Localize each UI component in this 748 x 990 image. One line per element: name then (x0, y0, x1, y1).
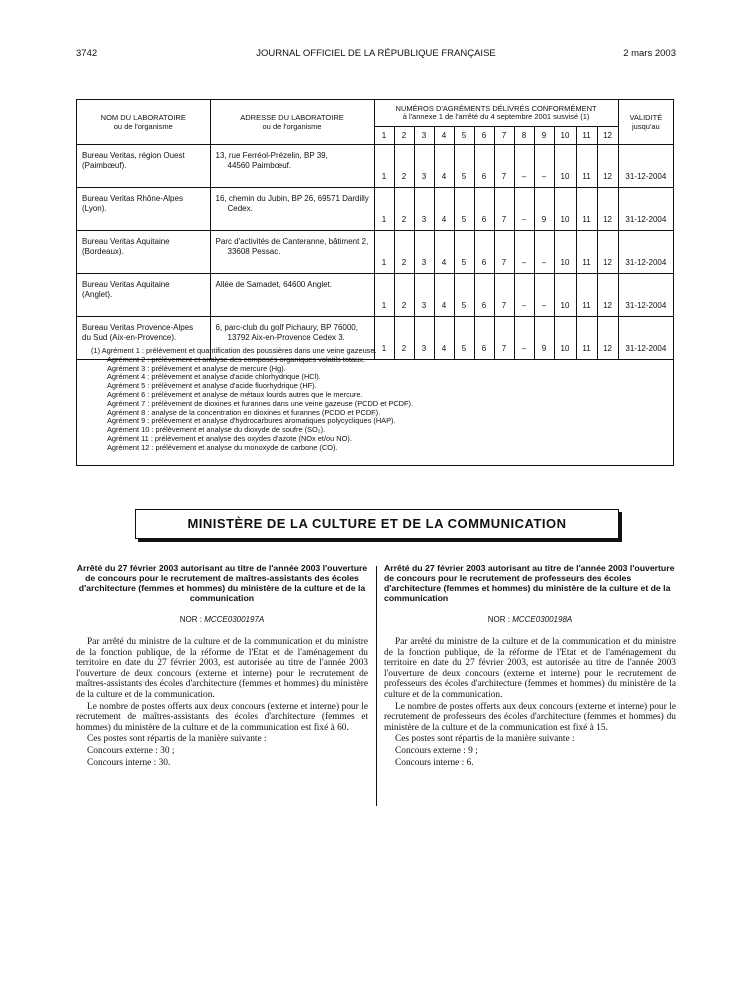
number-header-cell: 8 (514, 127, 534, 145)
col-header-validity-line2: jusqu'au (632, 122, 660, 131)
journal-title: JOURNAL OFFICIEL DE LA RÉPUBLIQUE FRANÇAISE (256, 48, 496, 59)
approval-number-cell: 10 (554, 231, 576, 274)
number-header-cell: 6 (474, 127, 494, 145)
validity-cell: 31-12-2004 (618, 145, 673, 188)
col-header-validity (618, 100, 673, 145)
approval-number-cell: 4 (434, 188, 454, 231)
approval-number-cell: 7 (494, 231, 514, 274)
footnote-item: Agrément 3 : prélèvement et analyse de mercure (Hg). (107, 363, 286, 373)
approval-number-cell: 2 (394, 188, 414, 231)
right-column-decree (384, 563, 676, 768)
left-column-decree (76, 563, 368, 768)
approval-number-cell: 2 (394, 231, 414, 274)
nor-code: MCCE0300197A (204, 615, 265, 624)
approval-number-cell: 6 (474, 274, 494, 317)
column-divider (376, 566, 377, 806)
number-header-cell: 4 (434, 127, 454, 145)
footnote-item: Agrément 6 : prélèvement et analyse de métaux lourds autres que le mercure. (107, 389, 363, 399)
lab-address-line: 33608 Pessac. (227, 247, 281, 256)
decree-title: Arrêté du 27 février 2003 autorisant au titre de l'année 2003 l'ouverture de concours pour le recrutement de maîtres-assistants des écoles d'architecture (femmes et hommes) du ministère de la culture et de la communication (76, 563, 368, 603)
lab-name-line: Bureau Veritas Aquitaine (82, 237, 170, 246)
approval-number-cell: – (514, 231, 534, 274)
approval-number-cell: 2 (394, 317, 414, 360)
decree-body (384, 637, 676, 768)
approval-number-cell: 1 (374, 317, 394, 360)
footnote-intro: (1) Agrément 1 : prélèvement et quantification des poussières dans une veine gazeuse. (91, 346, 377, 355)
footnote-item: Agrément 11 : prélèvement et analyse des oxydes d'azote (NOx et/ou NO). (107, 433, 352, 443)
lab-address-cell (210, 145, 374, 188)
approval-number-cell: 9 (534, 317, 554, 360)
approval-number-cell: 7 (494, 145, 514, 188)
paragraph: Concours interne : 6. (395, 757, 474, 768)
lab-name-line: Bureau Veritas, région Ouest (82, 151, 185, 160)
approval-number-cell: 4 (434, 317, 454, 360)
approval-number-cell: 5 (454, 231, 474, 274)
approval-number-cell: – (514, 188, 534, 231)
approval-number-cell: 12 (597, 145, 618, 188)
approval-number-cell: 11 (576, 145, 597, 188)
approval-number-cell: – (514, 317, 534, 360)
lab-address-line: 13792 Aix-en-Provence Cedex 3. (227, 333, 345, 342)
approval-number-cell: 10 (554, 317, 576, 360)
approval-number-cell: 7 (494, 317, 514, 360)
ministry-banner: MINISTÈRE DE LA CULTURE ET DE LA COMMUNICATION (135, 509, 619, 539)
lab-address-line: Allée de Samadet, 64600 Anglet. (215, 280, 333, 289)
approval-number-cell: 12 (597, 188, 618, 231)
approval-number-cell: 10 (554, 188, 576, 231)
lab-address-line: Parc d'activités de Canteranne, bâtiment 2, (215, 237, 369, 246)
lab-name-cell (77, 145, 210, 188)
footnote-item: Agrément 10 : prélèvement et analyse du dioxyde de soufre (SO₂). (107, 425, 326, 435)
page-header (76, 48, 676, 62)
approval-number-cell: 5 (454, 188, 474, 231)
approval-number-cell: 10 (554, 145, 576, 188)
approval-number-cell: 7 (494, 188, 514, 231)
paragraph: Le nombre de postes offerts aux deux concours (externe et interne) pour le recrutement de professeurs des écoles d'architecture (femmes et hommes) du ministère de la culture et de la communication est fixé à 15. (384, 701, 676, 733)
number-header-cell: 7 (494, 127, 514, 145)
paragraph: Par arrêté du ministre de la culture et de la communication et du ministre de la fonction publique, de la réforme de l'Etat et de l'aménagement du territoire en date du 27 février 2003, est autorisée au titre de l'année 2003 l'ouverture de deux concours (externe et interne) pour le recrutement de maîtres-assistants des écoles d'architecture (femmes et hommes) du ministère de la culture et de la communication. (76, 637, 368, 700)
approval-number-cell: – (514, 274, 534, 317)
lab-name-line: (Lyon). (82, 204, 107, 213)
col-header-address-line2: ou de l'organisme (262, 122, 322, 131)
footnote-item: Agrément 12 : prélèvement et analyse du monoxyde de carbone (CO). (107, 442, 338, 452)
approval-number-cell: – (534, 145, 554, 188)
approval-number-cell: 5 (454, 145, 474, 188)
table-row (77, 188, 673, 231)
nor-reference (384, 615, 676, 624)
approval-number-cell: 3 (414, 145, 434, 188)
lab-address-line: Cedex. (227, 204, 253, 213)
lab-name-line: du Sud (Aix-en-Provence). (82, 333, 177, 342)
approval-number-cell: 12 (597, 317, 618, 360)
laboratory-table-box (76, 99, 674, 466)
col-header-numbers-line2: à l'annexe 1 de l'arrêté du 4 septembre 2001 susvisé (1) (402, 112, 590, 121)
approval-number-cell: 6 (474, 145, 494, 188)
decree-title: Arrêté du 27 février 2003 autorisant au titre de l'année 2003 l'ouverture de concours pour le recrutement de professeurs des écoles d'architecture (femmes et hommes) du ministère de la culture et de la communication (384, 563, 675, 603)
approval-number-cell: 12 (597, 231, 618, 274)
approval-number-cell: 5 (454, 274, 474, 317)
number-header-cell: 2 (394, 127, 414, 145)
approval-number-cell: 11 (576, 317, 597, 360)
table-row (77, 274, 673, 317)
col-header-validity-line1: VALIDITÉ (629, 113, 663, 122)
approval-number-cell: 3 (414, 317, 434, 360)
approval-number-cell: 3 (414, 188, 434, 231)
decree-body (76, 637, 368, 768)
approval-number-cell: 4 (434, 145, 454, 188)
approval-number-cell: 11 (576, 188, 597, 231)
laboratory-table (77, 100, 673, 360)
lab-name-line: Bureau Veritas Provence-Alpes (82, 323, 194, 332)
approval-number-cell: 1 (374, 231, 394, 274)
table-row (77, 145, 673, 188)
col-header-name-line2: ou de l'organisme (113, 122, 173, 131)
approval-number-cell: 6 (474, 231, 494, 274)
lab-name-line: Bureau Veritas Aquitaine (82, 280, 170, 289)
approval-number-cell: 9 (534, 188, 554, 231)
col-header-address (210, 100, 374, 145)
lab-name-line: (Bordeaux). (82, 247, 124, 256)
approval-number-cell: 6 (474, 188, 494, 231)
col-header-numbers-line1: NUMÉROS D'AGRÉMENTS DÉLIVRÉS CONFORMÉMENT (395, 104, 597, 113)
number-header-cell: 1 (374, 127, 394, 145)
nor-label: NOR : (179, 615, 202, 624)
approval-number-cell: 10 (554, 274, 576, 317)
validity-cell: 31-12-2004 (618, 274, 673, 317)
approval-number-cell: – (534, 274, 554, 317)
number-header-cell: 12 (597, 127, 618, 145)
lab-address-line: 13, rue Ferréol-Prézelin, BP 39, (215, 151, 328, 160)
lab-name-line: Bureau Veritas Rhône-Alpes (82, 194, 183, 203)
approval-number-cell: 5 (454, 317, 474, 360)
number-header-cell: 9 (534, 127, 554, 145)
paragraph: Concours externe : 9 ; (395, 745, 478, 756)
number-header-cell: 11 (576, 127, 597, 145)
footnote-item: Agrément 5 : prélèvement et analyse d'acide fluorhydrique (HF). (107, 381, 317, 391)
paragraph: Par arrêté du ministre de la culture et de la communication et du ministre de la fonction publique, de la réforme de l'Etat et de l'aménagement du territoire en date du 27 février 2003, est autorisée au titre de l'année 2003 l'ouverture de deux concours (externe et interne) pour le recrutement de professeurs des écoles d'architecture (femmes et hommes) du ministère de la culture et de la communication. (384, 637, 676, 700)
validity-cell: 31-12-2004 (618, 317, 673, 360)
footnote-item: Agrément 2 : prélèvement et analyse des composés organiques volatils totaux. (107, 354, 365, 364)
approval-number-cell: 11 (576, 231, 597, 274)
paragraph: Concours externe : 30 ; (87, 745, 175, 756)
approval-number-cell: 2 (394, 274, 414, 317)
laboratory-rows (77, 145, 673, 360)
issue-date: 2 mars 2003 (623, 48, 676, 59)
validity-cell: 31-12-2004 (618, 231, 673, 274)
approval-number-cell: – (534, 231, 554, 274)
approval-number-cell: 3 (414, 274, 434, 317)
footnote-item: Agrément 4 : prélèvement et analyse d'acide chlorhydrique (HCl). (107, 372, 321, 382)
lab-address-line: 44560 Paimbœuf. (227, 161, 292, 170)
footnote-item: Agrément 9 : prélèvement et analyse d'hydrocarbures aromatiques polycycliques (HAP). (107, 416, 396, 426)
col-header-address-line1: ADRESSE DU LABORATOIRE (240, 113, 344, 122)
approval-number-cell: 6 (474, 317, 494, 360)
footnote-list (91, 356, 671, 453)
number-header-cell: 3 (414, 127, 434, 145)
col-header-name (77, 100, 210, 145)
lab-name-cell (77, 188, 210, 231)
nor-reference (76, 615, 368, 624)
lab-address-line: 6, parc-club du golf Pichaury, BP 76000, (215, 323, 358, 332)
lab-name-line: (Paimbœuf). (82, 161, 127, 170)
validity-cell: 31-12-2004 (618, 188, 673, 231)
lab-address-cell (210, 188, 374, 231)
table-footnotes (91, 347, 671, 453)
approval-number-cell: 1 (374, 145, 394, 188)
approval-number-cell: 1 (374, 274, 394, 317)
approval-number-cell: 4 (434, 231, 454, 274)
paragraph: Ces postes sont répartis de la manière suivante : (87, 734, 267, 745)
page-number: 3742 (76, 48, 98, 59)
number-header-cell: 5 (454, 127, 474, 145)
paragraph: Concours interne : 30. (87, 757, 171, 768)
approval-number-cell: 2 (394, 145, 414, 188)
approval-number-cell: – (514, 145, 534, 188)
approval-number-cell: 4 (434, 274, 454, 317)
paragraph: Ces postes sont répartis de la manière suivante : (395, 734, 575, 745)
lab-name-cell (77, 274, 210, 317)
paragraph: Le nombre de postes offerts aux deux concours (externe et interne) pour le recrutement de maîtres-assistants des écoles d'architecture (femmes et hommes) du ministère de la culture et de la communication est fixé à 60. (76, 701, 368, 733)
approval-number-cell: 3 (414, 231, 434, 274)
col-header-numbers (374, 100, 618, 127)
approval-number-cell: 7 (494, 274, 514, 317)
footnote-item: Agrément 7 : prélèvement de dioxines et furannes dans une veine gazeuse (PCDD et PCDF). (107, 398, 414, 408)
footnote-item: Agrément 8 : analyse de la concentration en dioxines et furannes (PCDD et PCDF). (107, 407, 381, 417)
nor-label: NOR : (487, 615, 510, 624)
col-header-name-line1: NOM DU LABORATOIRE (100, 113, 186, 122)
lab-name-cell (77, 231, 210, 274)
lab-address-cell (210, 231, 374, 274)
lab-address-cell (210, 274, 374, 317)
approval-number-cell: 12 (597, 274, 618, 317)
table-row (77, 231, 673, 274)
lab-address-line: 16, chemin du Jubin, BP 26, 69571 Dardilly (215, 194, 369, 203)
nor-code: MCCE0300198A (512, 615, 573, 624)
lab-name-line: (Anglet). (82, 290, 113, 299)
approval-number-cell: 1 (374, 188, 394, 231)
number-header-cell: 10 (554, 127, 576, 145)
approval-number-cell: 11 (576, 274, 597, 317)
